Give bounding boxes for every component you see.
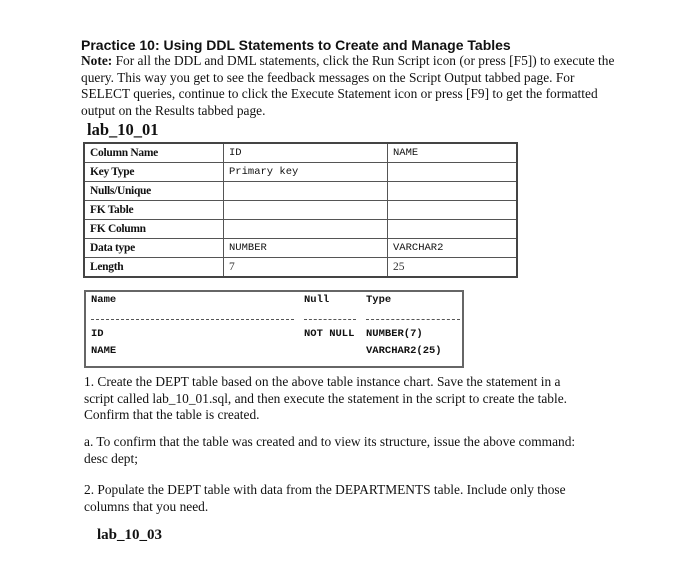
row-label: FK Column: [84, 220, 224, 239]
note-paragraph: [81, 53, 621, 119]
desc-header-null: Null: [304, 294, 330, 306]
describe-output-box: [84, 290, 464, 368]
id-cell: NUMBER: [224, 239, 388, 258]
desc-row-name: NAME: [91, 345, 117, 357]
table-row: [84, 163, 517, 182]
id-cell: [224, 201, 388, 220]
row-label: Key Type: [84, 163, 224, 182]
name-cell: VARCHAR2: [388, 239, 518, 258]
table-row: [84, 182, 517, 201]
id-cell: 7: [224, 258, 388, 278]
lab-10-03-heading: lab_10_03: [97, 527, 163, 543]
id-cell: Primary key: [224, 163, 388, 182]
divider: [91, 319, 294, 320]
step-1-text: 1. Create the DEPT table based on the above table instance chart. Save the statement in a script called lab_10_01.sql, and then execute the statement in the script to create the table. Confirm that the table is created.: [84, 374, 568, 422]
desc-header-name: Name: [91, 294, 117, 306]
name-cell: 25: [388, 258, 518, 278]
practice-title: Practice 10: Using DDL Statements to Create and Manage Tables: [81, 37, 511, 53]
step-2-text: 2. Populate the DEPT table with data from the DEPARTMENTS table. Include only those columns that you need.: [84, 482, 566, 514]
note-text: For all the DDL and DML statements, click the Run Script icon (or press [F5]) to execute the query. This way you get to see the feedback messages on the Script Output tabbed page. For SELECT queries, continue to click the Execute Statement icon or press [F9] to get the formatted output on the Results tabbed page.: [81, 53, 615, 118]
row-label: FK Table: [84, 201, 224, 220]
name-cell: [388, 220, 518, 239]
desc-row-null: NOT NULL: [304, 328, 355, 340]
row-label: Data type: [84, 239, 224, 258]
table-row: [84, 220, 517, 239]
name-cell: NAME: [388, 143, 518, 163]
row-label: Length: [84, 258, 224, 278]
desc-row-type: VARCHAR2(25): [366, 345, 442, 357]
table-row: [84, 239, 517, 258]
desc-row-type: NUMBER(7): [366, 328, 423, 340]
table-row: [84, 258, 517, 278]
table-instance-chart: [83, 142, 518, 278]
divider: [304, 319, 356, 320]
name-cell: [388, 201, 518, 220]
row-label: Nulls/Unique: [84, 182, 224, 201]
name-cell: [388, 163, 518, 182]
row-label: Column Name: [84, 143, 224, 163]
name-cell: [388, 182, 518, 201]
table-row: [84, 143, 517, 163]
id-cell: ID: [224, 143, 388, 163]
lab-10-01-heading: lab_10_01: [87, 120, 159, 139]
table-row: [84, 201, 517, 220]
desc-row-name: ID: [91, 328, 104, 340]
step-1a-text: a. To confirm that the table was created and to view its structure, issue the above command: desc dept;: [84, 434, 576, 466]
desc-header-type: Type: [366, 294, 392, 306]
id-cell: [224, 220, 388, 239]
divider: [366, 319, 460, 320]
id-cell: [224, 182, 388, 201]
note-label: Note:: [81, 53, 113, 68]
